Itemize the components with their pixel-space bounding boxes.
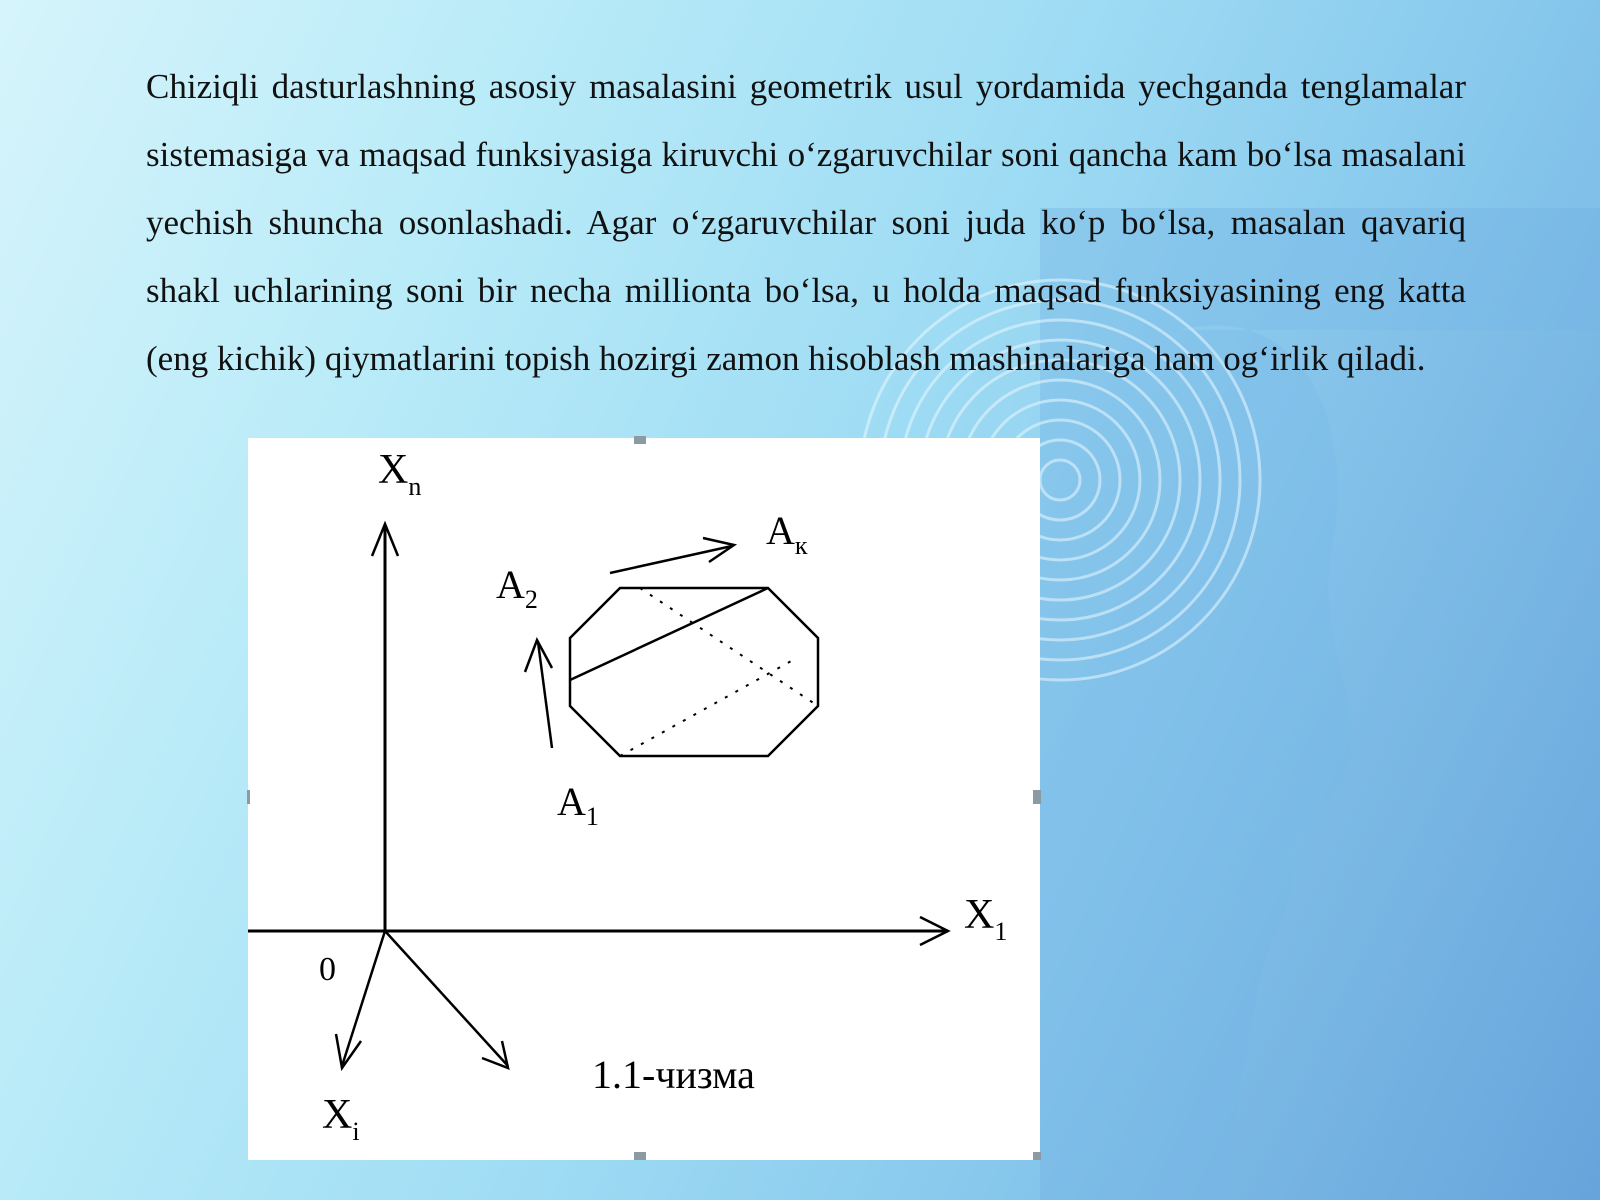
convex-polygon [570, 588, 818, 756]
vector-down-right-arrowhead [482, 1041, 508, 1068]
axis-xi-arrowhead [336, 1034, 361, 1068]
body-paragraph: Chiziqli dasturlashning asosiy masalasini geometrik usul yordamida yechganda tenglamalar sistemasiga va maqsad funksiyasiga kiruvchi o‘zgaruvchilar soni qancha kam bo‘lsa masalani yechish shuncha osonlashadi. Agar o‘zgaruvchilar soni juda ko‘p bo‘lsa, masalan qavariq shakl uchlarining soni bir necha millionta bo‘lsa, u holda maqsad funksiyasining eng katta (eng kichik) qiymatlarini topish hozirgi zamon hisoblash mashinalariga ham og‘irlik qiladi. [146, 67, 1466, 378]
axis-xi-line [342, 931, 385, 1066]
axis-xi-label: $X_i$ [322, 1092, 360, 1146]
dotted-diagonal-2 [620, 660, 793, 756]
resize-handle-right[interactable] [1033, 790, 1041, 804]
vector-a1-a2-arrowhead [525, 640, 552, 672]
axis-x1-label: $X_1$ [964, 892, 1008, 946]
figure-diagram [248, 438, 1040, 1160]
figure-caption: 1.1-чизма [592, 1052, 755, 1097]
origin-label: 0 [319, 951, 336, 988]
resize-handle-bottom[interactable] [634, 1152, 646, 1160]
solid-diagonal [570, 588, 768, 680]
resize-handle-top[interactable] [634, 436, 646, 444]
vector-down-right [385, 931, 508, 1066]
point-a1-label: $A_1$ [557, 779, 599, 831]
resize-handle-left[interactable] [247, 790, 250, 804]
point-ak-label: $A_к$ [766, 508, 808, 560]
figure-image[interactable] [248, 438, 1040, 1160]
vector-a1-a2 [538, 642, 552, 748]
resize-handle-bottom-right[interactable] [1033, 1152, 1041, 1160]
point-a2-label: $A_2$ [496, 562, 538, 614]
axis-xn-label: $X_n$ [378, 447, 422, 501]
